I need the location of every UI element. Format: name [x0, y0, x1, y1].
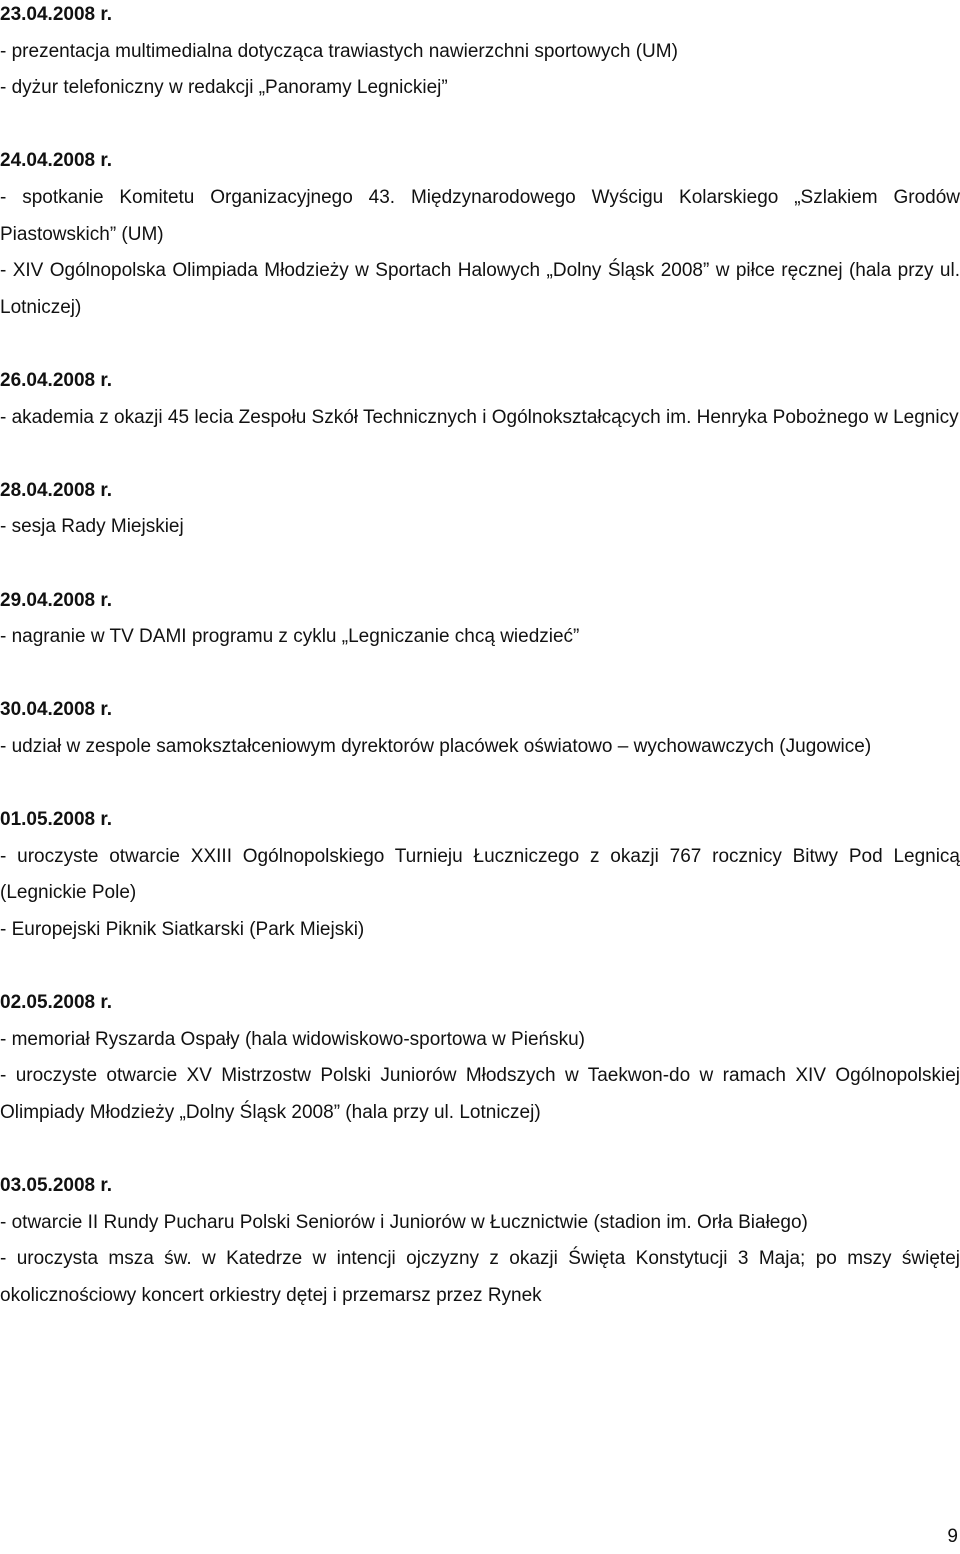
spacer	[0, 436, 960, 473]
entry-date: 03.05.2008 r.	[0, 1175, 112, 1196]
entry-item: - otwarcie II Rundy Pucharu Polski Seniorów i Juniorów w Łucznictwie (stadion im. Orła Białego)	[0, 1211, 808, 1233]
entry-item: - nagranie w TV DAMI programu z cyklu „Legniczanie chcą wiedzieć”	[0, 626, 580, 648]
entry-item: - uroczyste otwarcie XV Mistrzostw Polski Juniorów Młodszych w Taekwon-do w ramach XIV Ogólnopolskiej Olimpiady Młodzieży „Dolny Śląsk 2008” (hala przy ul. Lotniczej)	[0, 1065, 960, 1123]
spacer	[0, 765, 960, 802]
entry-item: - spotkanie Komitetu Organizacyjnego 43. Międzynarodowego Wyścigu Kolarskiego „Szlakiem Grodów Piastowskich” (UM)	[0, 186, 960, 245]
entry-date: 24.04.2008 r.	[0, 150, 112, 172]
spacer	[0, 326, 960, 363]
entry-item: - udział w zespole samokształceniowym dyrektorów placówek oświatowo – wychowawczych (Jugowice)	[0, 735, 872, 757]
entry-date: 30.04.2008 r.	[0, 699, 112, 721]
entry-date: 26.04.2008 r.	[0, 369, 112, 391]
entry-29-04	[0, 583, 960, 656]
entry-item: - dyżur telefoniczny w redakcji „Panoramy Legnickiej”	[0, 77, 448, 99]
spacer	[0, 656, 960, 693]
page-number: 9	[947, 1526, 958, 1547]
entry-item: - Europejski Piknik Siatkarski (Park Miejski)	[0, 918, 365, 940]
spacer	[0, 948, 960, 985]
entry-item: - XIV Ogólnopolska Olimpiada Młodzieży w Sportach Halowych „Dolny Śląsk 2008” w piłce ręcznej (hala przy ul. Lotniczej)	[0, 260, 960, 318]
entry-date: 28.04.2008 r.	[0, 479, 112, 501]
entry-item: - prezentacja multimedialna dotycząca trawiastych nawierzchni sportowych (UM)	[0, 40, 678, 62]
entry-26-04	[0, 363, 960, 436]
entry-30-04	[0, 692, 960, 765]
entry-28-04	[0, 473, 960, 546]
entry-item: - uroczyste otwarcie XXIII Ogólnopolskiego Turnieju Łuczniczego z okazji 767 rocznicy Bitwy Pod Legnicą (Legnickie Pole)	[0, 845, 960, 904]
entry-date: 01.05.2008 r.	[0, 809, 112, 831]
entry-item: - sesja Rady Miejskiej	[0, 516, 184, 538]
entry-24-04	[0, 143, 960, 326]
entry-item: - uroczysta msza św. w Katedrze w intencji ojczyzny z okazji Święta Konstytucji 3 Maja; po mszy świętej okolicznościowy koncert orkiestry dętej i przemarsz przez Rynek	[0, 1248, 960, 1306]
entry-02-05	[0, 985, 960, 1131]
entry-item: - memoriał Ryszarda Ospały (hala widowiskowo-sportowa w Pieńsku)	[0, 1028, 585, 1050]
entry-date: 23.04.2008 r.	[0, 4, 112, 25]
entry-01-05	[0, 802, 960, 948]
entry-date: 29.04.2008 r.	[0, 589, 112, 611]
entry-date: 02.05.2008 r.	[0, 992, 112, 1014]
spacer	[0, 107, 960, 144]
spacer	[0, 546, 960, 583]
entry-item: - akademia z okazji 45 lecia Zespołu Szkół Technicznych i Ogólnokształcących im. Henryka Pobożnego w Legnicy	[0, 406, 959, 428]
entry-03-05	[0, 1168, 960, 1314]
spacer	[0, 1131, 960, 1168]
entry-23-04	[0, 0, 960, 107]
